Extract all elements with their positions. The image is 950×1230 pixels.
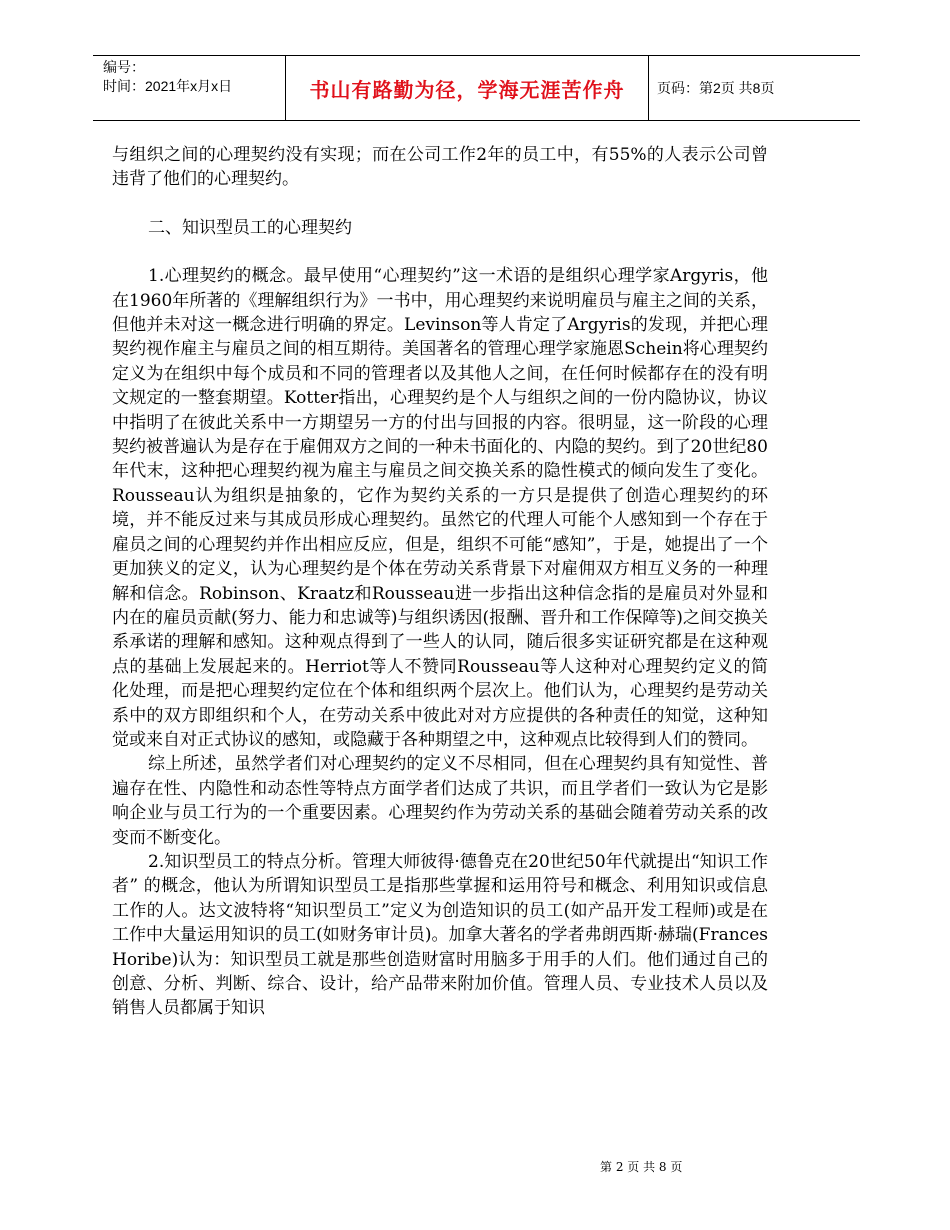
- header-divider-right: [648, 55, 649, 121]
- paragraph-summary: 综上所述，虽然学者们对心理契约的定义不尽相同，但在心理契约具有知觉性、普遍存在性、内隐性和动态性等特点方面学者们达成了共识，而且学者们一致认为它是影响企业与员工行为的一个重要因素。心理契约作为劳动关系的基础会随着劳动关系的改变而不断变化。: [112, 754, 768, 848]
- paragraph-knowledge-worker-traits: 2.知识型员工的特点分析。管理大师彼得·德鲁克在20世纪50年代就提出“知识工作者” 的概念，他认为所谓知识型员工是指那些掌握和运用符号和概念、利用知识或信息工作的人。达文波特将“知识型员工”定义为创造知识的员工(如产品开发工程师)或是在工作中大量运用知识的员工(如财务审计员)。加拿大著名的学者弗朗西斯·赫瑞(Frances Horibe)认为：知识型员工就是那些创造财富时用脑多于用手的人们。他们通过自己的创意、分析、判断、综合、设计，给产品带来附加价值。管理人员、专业技术人员以及销售人员都属于知识: [112, 851, 768, 1019]
- header-meta: [103, 58, 232, 96]
- paragraph-continuation: 与组织之间的心理契约没有实现；而在公司工作2年的员工中，有55%的人表示公司曾违背了他们的心理契约。: [112, 145, 768, 190]
- paragraph-psychological-contract-concept: 1.心理契约的概念。最早使用“心理契约”这一术语的是组织心理学家Argyris，他在1960年所著的《理解组织行为》一书中，用心理契约来说明雇员与雇主之间的关系，但他并未对这一概念进行明确的界定。Levinson等人肯定了Argyris的发现，并把心理契约视作雇主与雇员之间的相互期待。美国著名的管理心理学家施恩Schein将心理契约定义为在组织中每个成员和不同的管理者以及其他人之间，在任何时候都存在的没有明文规定的一整套期望。Kotter指出，心理契约是个人与组织之间的一份内隐协议，协议中指明了在彼此关系中一方期望另一方的付出与回报的内容。很明显，这一阶段的心理契约被普遍认为是存在于雇佣双方之间的一种未书面化的、内隐的契约。到了20世纪80年代末，这种把心理契约视为雇主与雇员之间交换关系的隐性模式的倾向发生了变化。Rousseau认为组织是抽象的，它作为契约关系的一方只是提供了创造心理契约的环境，并不能反过来与其成员形成心理契约。虽然它的代理人可能个人感知到一个存在于雇员之间的心理契约并作出相应反应，但是，组织不可能“感知”，于是，她提出了一个更加狭义的定义，认为心理契约是个体在劳动关系背景下对雇佣双方相互义务的一种理解和信念。Robinson、Kraatz和Rousseau进一步指出这种信念指的是雇员对外显和内在的雇员贡献(努力、能力和忠诚等)与组织诱因(报酬、晋升和工作保障等)之间交换关系承诺的理解和感知。这种观点得到了一些人的认同，随后很多实证研究都是在这种观点的基础上发展起来的。Herriot等人不赞同Rousseau等人这种对心理契约定义的简化处理，而是把心理契约定位在个体和组织两个层次上。他们认为，心理契约是劳动关系中的双方即组织和个人，在劳动关系中彼此对对方应提供的各种责任的知觉，这种知觉或来自对正式协议的感知，或隐藏于各种期望之中，这种观点比较得到人们的赞同。: [112, 266, 768, 750]
- header-page-info: 页码：第2页 共8页: [657, 80, 775, 96]
- section-heading: 二、知识型员工的心理契约: [148, 217, 352, 238]
- document-number-label: 编号：: [103, 59, 145, 75]
- document-body: [112, 143, 768, 1021]
- header-motto: 书山有路勤为径，学海无涯苦作舟: [309, 77, 625, 102]
- header-divider-left: [285, 55, 286, 121]
- page-footer: 第 2 页 共 8 页: [600, 1160, 683, 1174]
- document-date: 时间：2021年x月x日: [103, 78, 233, 94]
